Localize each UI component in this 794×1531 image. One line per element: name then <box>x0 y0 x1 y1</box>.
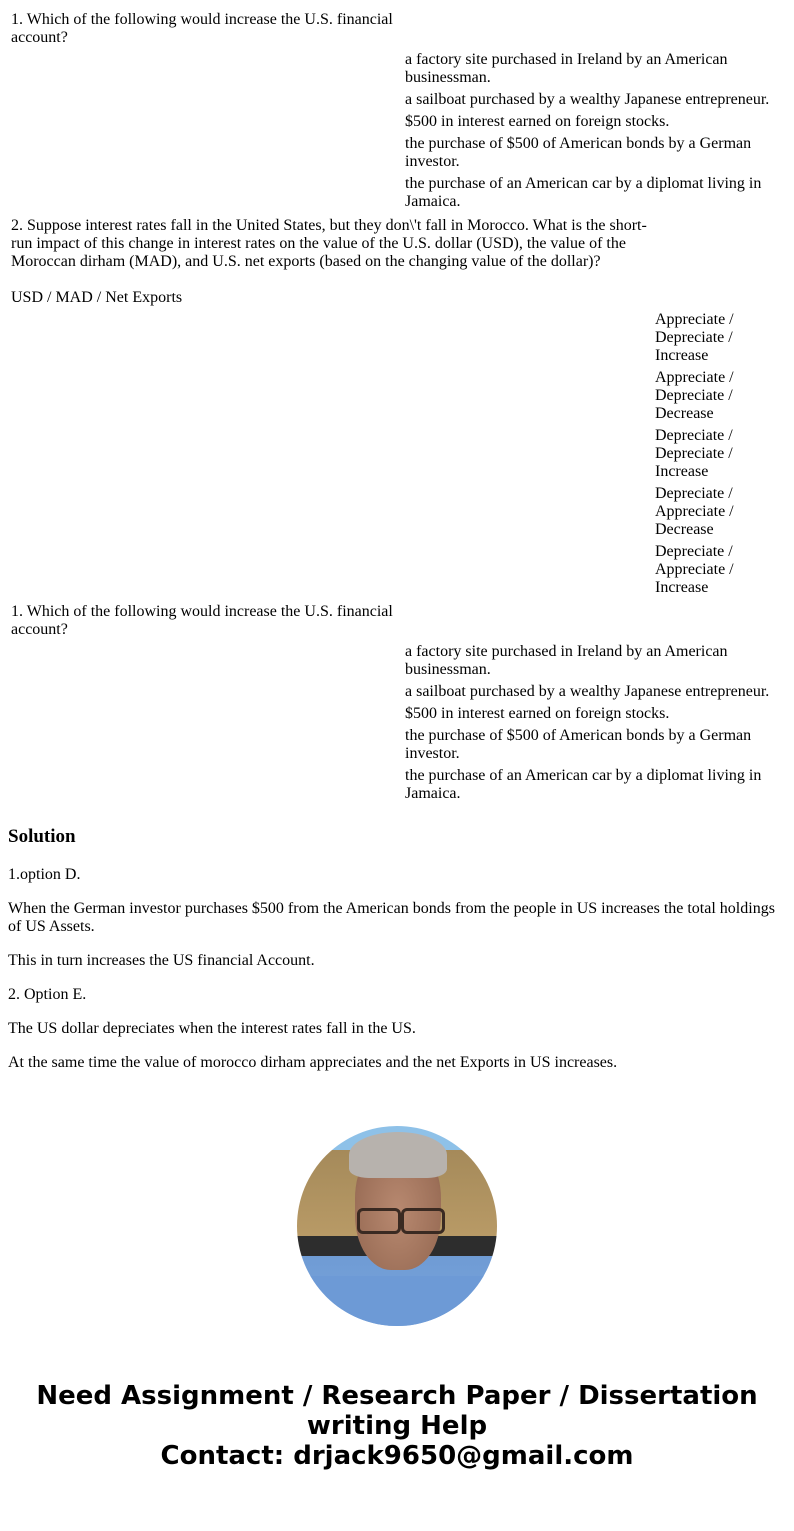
question-2-text <box>10 216 652 308</box>
solution-explanation-2b: At the same time the value of morocco dirham appreciates and the net Exports in US increases. <box>8 1054 618 1071</box>
avatar-shirt <box>297 1276 497 1326</box>
question-1-repeat-text: 1. Which of the following would increase the U.S. financial account? <box>11 603 393 638</box>
question-1-option-c: $500 in interest earned on foreign stocks. <box>405 113 670 130</box>
question-1-text: 1. Which of the following would increase the U.S. financial account? <box>11 11 393 46</box>
question-2-option-c: Depreciate / Depreciate / Increase <box>655 427 733 480</box>
solution-heading: Solution <box>8 826 76 847</box>
avatar-glasses-right <box>401 1208 445 1234</box>
question-1-repeat-option-d: the purchase of $500 of American bonds by a German investor. <box>405 727 752 762</box>
avatar-container <box>8 1126 786 1331</box>
document-page <box>0 8 794 1471</box>
avatar-glasses-left <box>357 1208 401 1234</box>
footer-contact: Contact: drjack9650@gmail.com <box>160 1441 634 1471</box>
solution-explanation-2a: The US dollar depreciates when the interest rates fall in the US. <box>8 1020 416 1037</box>
question-2-option-e: Depreciate / Appreciate / Increase <box>655 543 734 596</box>
solution-answer-2: 2. Option E. <box>8 986 87 1003</box>
question-2-table <box>8 214 748 600</box>
footer-line-1: Need Assignment / Research Paper / Dissertation <box>36 1381 758 1411</box>
question-1-repeat-option-c: $500 in interest earned on foreign stocks. <box>405 705 670 722</box>
question-1-repeat-option-e: the purchase of an American car by a diplomat living in Jamaica. <box>405 767 762 802</box>
question-1-option-b: a sailboat purchased by a wealthy Japanese entrepreneur. <box>405 91 770 108</box>
question-1-repeat-option-a: a factory site purchased in Ireland by an American businessman. <box>405 643 728 678</box>
question-2-option-b: Appreciate / Depreciate / Decrease <box>655 369 734 422</box>
solution-explanation-1b: This in turn increases the US financial Account. <box>8 952 315 969</box>
footer-line-2: writing Help <box>306 1411 488 1441</box>
solution-answer-1: 1.option D. <box>8 866 81 883</box>
solution-section <box>8 826 786 1072</box>
question-1-repeat-table <box>8 600 780 806</box>
avatar <box>297 1126 497 1326</box>
question-2-subheading: USD / MAD / Net Exports <box>11 289 183 306</box>
question-1-table <box>8 8 780 214</box>
question-1-option-a: a factory site purchased in Ireland by an American businessman. <box>405 51 728 86</box>
question-2-prompt: 2. Suppose interest rates fall in the United States, but they don\'t fall in Morocco. What is the short-run impact of this change in interest rates on the value of the U.S. dollar (USD), the value of the Moroccan dirham (MAD), and U.S. net exports (based on the changing value of the dollar)? <box>11 217 647 270</box>
question-1-repeat-option-b: a sailboat purchased by a wealthy Japanese entrepreneur. <box>405 683 770 700</box>
avatar-hair <box>349 1132 447 1178</box>
question-2-option-d: Depreciate / Appreciate / Decrease <box>655 485 734 538</box>
footer-promo <box>8 1381 786 1471</box>
solution-explanation-1a: When the German investor purchases $500 from the American bonds from the people in US increases the total holdings of US Assets. <box>8 900 775 935</box>
question-1-option-d: the purchase of $500 of American bonds by a German investor. <box>405 135 752 170</box>
question-2-option-a: Appreciate / Depreciate / Increase <box>655 311 734 364</box>
question-1-option-e: the purchase of an American car by a diplomat living in Jamaica. <box>405 175 762 210</box>
